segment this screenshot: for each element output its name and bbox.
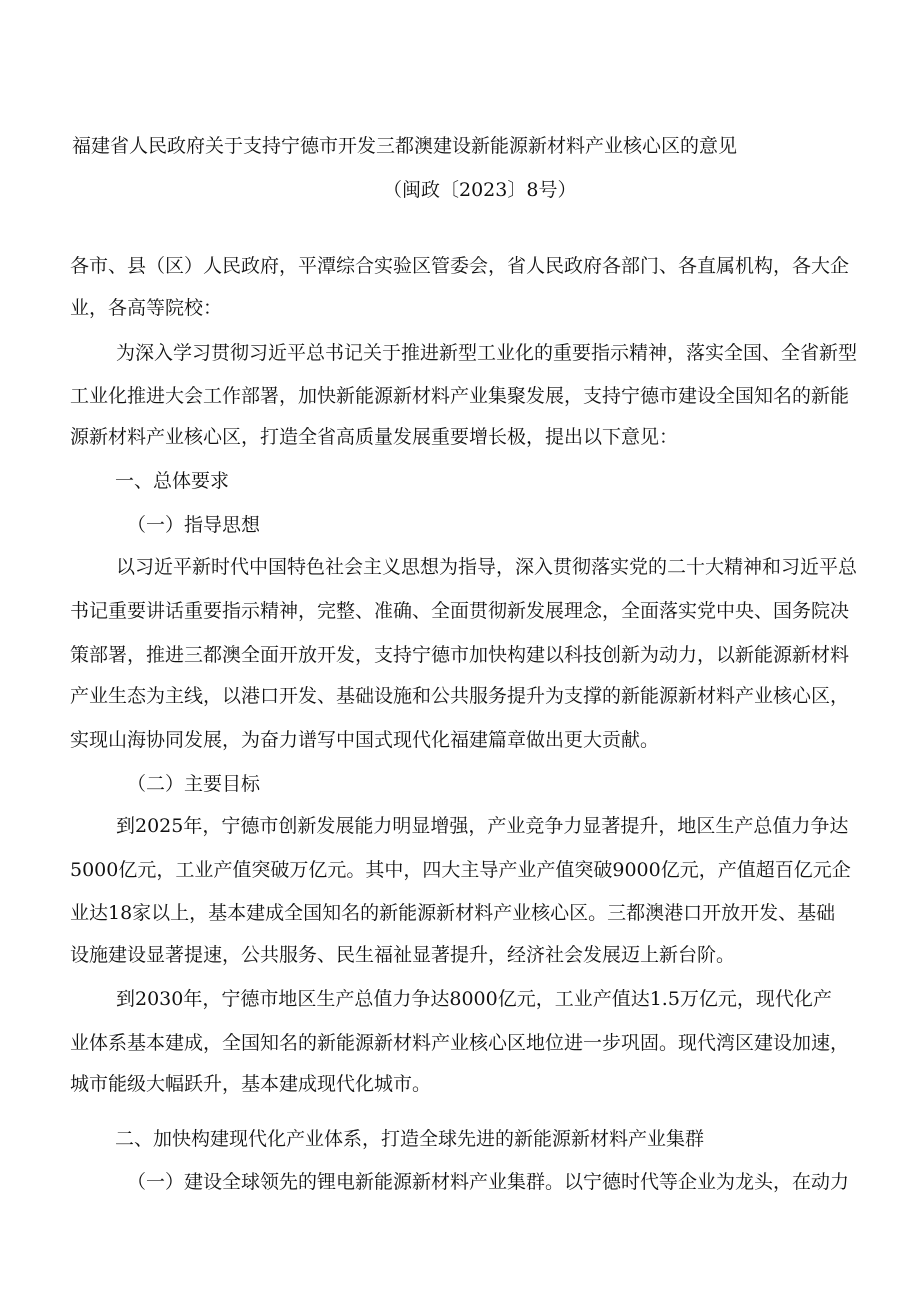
body-line: 策部署，推进三都澳全面开放开发，支持宁德市加快构建以科技创新为动力，以新能源新材料 — [70, 644, 850, 666]
body-line: 书记重要讲话重要指示精神，完整、准确、全面贯彻新发展理念，全面落实党中央、国务院决 — [70, 600, 850, 622]
body-line: 源新材料产业核心区，打造全省高质量发展重要增长极，提出以下意见： — [70, 426, 679, 448]
body-line: 为深入学习贯彻习近平总书记关于推进新型工业化的重要指示精神，落实全国、全省新型 — [116, 342, 858, 364]
body-line: 到2025年，宁德市创新发展能力明显增强，产业竞争力显著提升，地区生产总值力争达 — [116, 815, 849, 837]
body-line: 设施建设显著提速，公共服务、民生福祉显著提升，经济社会发展迈上新台阶。 — [70, 944, 736, 966]
body-line: 业体系基本建成，全国知名的新能源新材料产业核心区地位进一步巩固。现代湾区建设加速， — [70, 1032, 850, 1054]
body-line: 产业生态为主线，以港口开发、基础设施和公共服务提升为支撑的新能源新材料产业核心区， — [70, 685, 850, 707]
body-line: 各市、县（区）人民政府，平潭综合实验区管委会，省人民政府各部门、各直属机构，各大企 — [70, 255, 850, 277]
body-line: 工业化推进大会工作部署，加快新能源新材料产业集聚发展，支持宁德市建设全国知名的新能 — [70, 385, 850, 407]
subsection-heading: （一）指导思想 — [127, 514, 261, 536]
body-line: （一）建设全球领先的锂电新能源新材料产业集群。以宁德时代等企业为龙头，在动力 — [127, 1171, 850, 1193]
body-line: 5000亿元，工业产值突破万亿元。其中，四大主导产业产值突破9000亿元，产值超百亿元企 — [70, 859, 851, 881]
body-line: 以习近平新时代中国特色社会主义思想为指导，深入贯彻落实党的二十大精神和习近平总 — [116, 556, 858, 578]
section-heading: 二、加快构建现代化产业体系，打造全球先进的新能源新材料产业集群 — [115, 1128, 705, 1150]
body-line: 实现山海协同发展，为奋力谱写中国式现代化福建篇章做出更大贡献。 — [70, 729, 660, 751]
section-heading: 一、总体要求 — [115, 470, 230, 492]
body-line: 到2030年，宁德市地区生产总值力争达8000亿元，工业产值达1.5万亿元，现代化产 — [116, 988, 832, 1010]
document-number: （闽政〔2023〕8号） — [383, 179, 577, 201]
body-line: 业，各高等院校： — [70, 297, 223, 319]
document-title: 福建省人民政府关于支持宁德市开发三都澳建设新能源新材料产业核心区的意见 — [72, 135, 738, 157]
body-line: 城市能级大幅跃升，基本建成现代化城市。 — [70, 1073, 432, 1095]
subsection-heading: （二）主要目标 — [127, 773, 261, 795]
body-line: 业达18家以上，基本建成全国知名的新能源新材料产业核心区。三都澳港口开放开发、基础 — [70, 902, 836, 924]
